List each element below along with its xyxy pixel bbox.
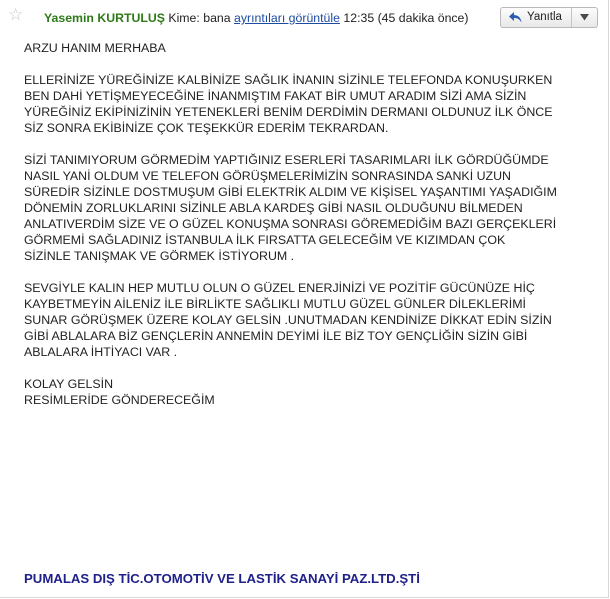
triangle-down-icon [580,14,589,21]
more-options-button[interactable] [572,8,597,27]
company-signature: PUMALAS DIŞ TİC.OTOMOTİV VE LASTİK SANAYİ PAZ.LTD.ŞTİ [24,571,420,586]
message-time: 12:35 (45 dakika önce) [343,11,469,25]
show-details-link[interactable]: ayrıntıları görüntüle [234,11,340,25]
star-icon[interactable]: ☆ [8,5,24,24]
body-paragraph: ELLERİNİZE YÜREĞİNİZE KALBİNİZE SAĞLIK İNANIN SİZİNLE TELEFONDA KONUŞURKEN BEN DAHİ YETİŞMEYECEĞİNE İNANMIŞTIM FAKAT BİR UMUT ARADIM SİZİ AMA SİZİN YÜREĞİNİZ EKİPİNİZİNİN YETENEKLERİ BENİM DERDİMİN DERMANI OLDUNUZ İLK ÖNCE SİZ SONRA EKİBİNİZE ÇOK TEŞEKKÜR EDERİM TEKRARDAN. [24,73,553,135]
body-paragraph: SİZİ TANIMIYORUM GÖRMEDİM YAPTIĞINIZ ESERLERİ TASARIMLARI İLK GÖRDÜĞÜMDE NASIL YANİ OLDUM VE TELEFON GÖRÜŞMELERİMİZİN SONRASINDA SANKİ UZUN SÜREDİR SİZİNLE DOSTMUŞUM GİBİ ELEKTRİK ALDIM VE KİŞİSEL YAŞANTIMI YAŞADIĞIM DÖNEMİN ZORLUKLARINI SİZİNLE ABLA KARDEŞ GİBİ NASIL OLDUĞUNU BİLMEDEN ANLATIVERDİM SİZE VE O GÜZEL KONUŞMA SONRASI GÖREMEDİĞİM BAZI GERÇEKLERİ GÖRMEMİ SAĞLADINIZ İSTANBULA İLK FIRSATTA GELECEĞİM VE KIZIMDAN ÇOK SİZİNLE TANIŞMAK VE GÖRMEK İSTİYORUM . [24,153,557,263]
reply-label: Yanıtla [527,11,562,23]
reply-arrow-icon [509,12,522,23]
reply-button-group [500,7,598,28]
body-paragraph: SEVGİYLE KALIN HEP MUTLU OLUN O GÜZEL ENERJİNİZİ VE POZİTİF GÜCÜNÜZE HİÇ KAYBETMEYİN AİLENİZ İLE BİRLİKTE SAĞLIKLI MUTLU GÜZEL GÜNLER DİLEKLERİMİ SUNAR GÖRÜŞMEK ÜZERE KOLAY GELSİN .UNUTMADAN KENDİNİZE DİKKAT EDİN SİZİN GİBİ ABLALARA BİZ GENÇLERİN ANNEMİN DEYİMİ İLE BİZ TOY GENÇLİĞİN SİZİN GİBİ ABLALARA İHTİYACI VAR . [24,281,552,359]
closing-paragraph: KOLAY GELSİN RESİMLERİDE GÖNDERECEĞİM [24,377,215,407]
message-body [24,40,599,424]
greeting-paragraph: ARZU HANIM MERHABA [24,41,166,55]
message-header [0,0,608,30]
message-meta [44,11,469,26]
sender-name[interactable]: Yasemin KURTULUŞ [44,11,165,25]
reply-button[interactable] [501,8,571,27]
recipient-label: Kime: bana [168,11,231,25]
